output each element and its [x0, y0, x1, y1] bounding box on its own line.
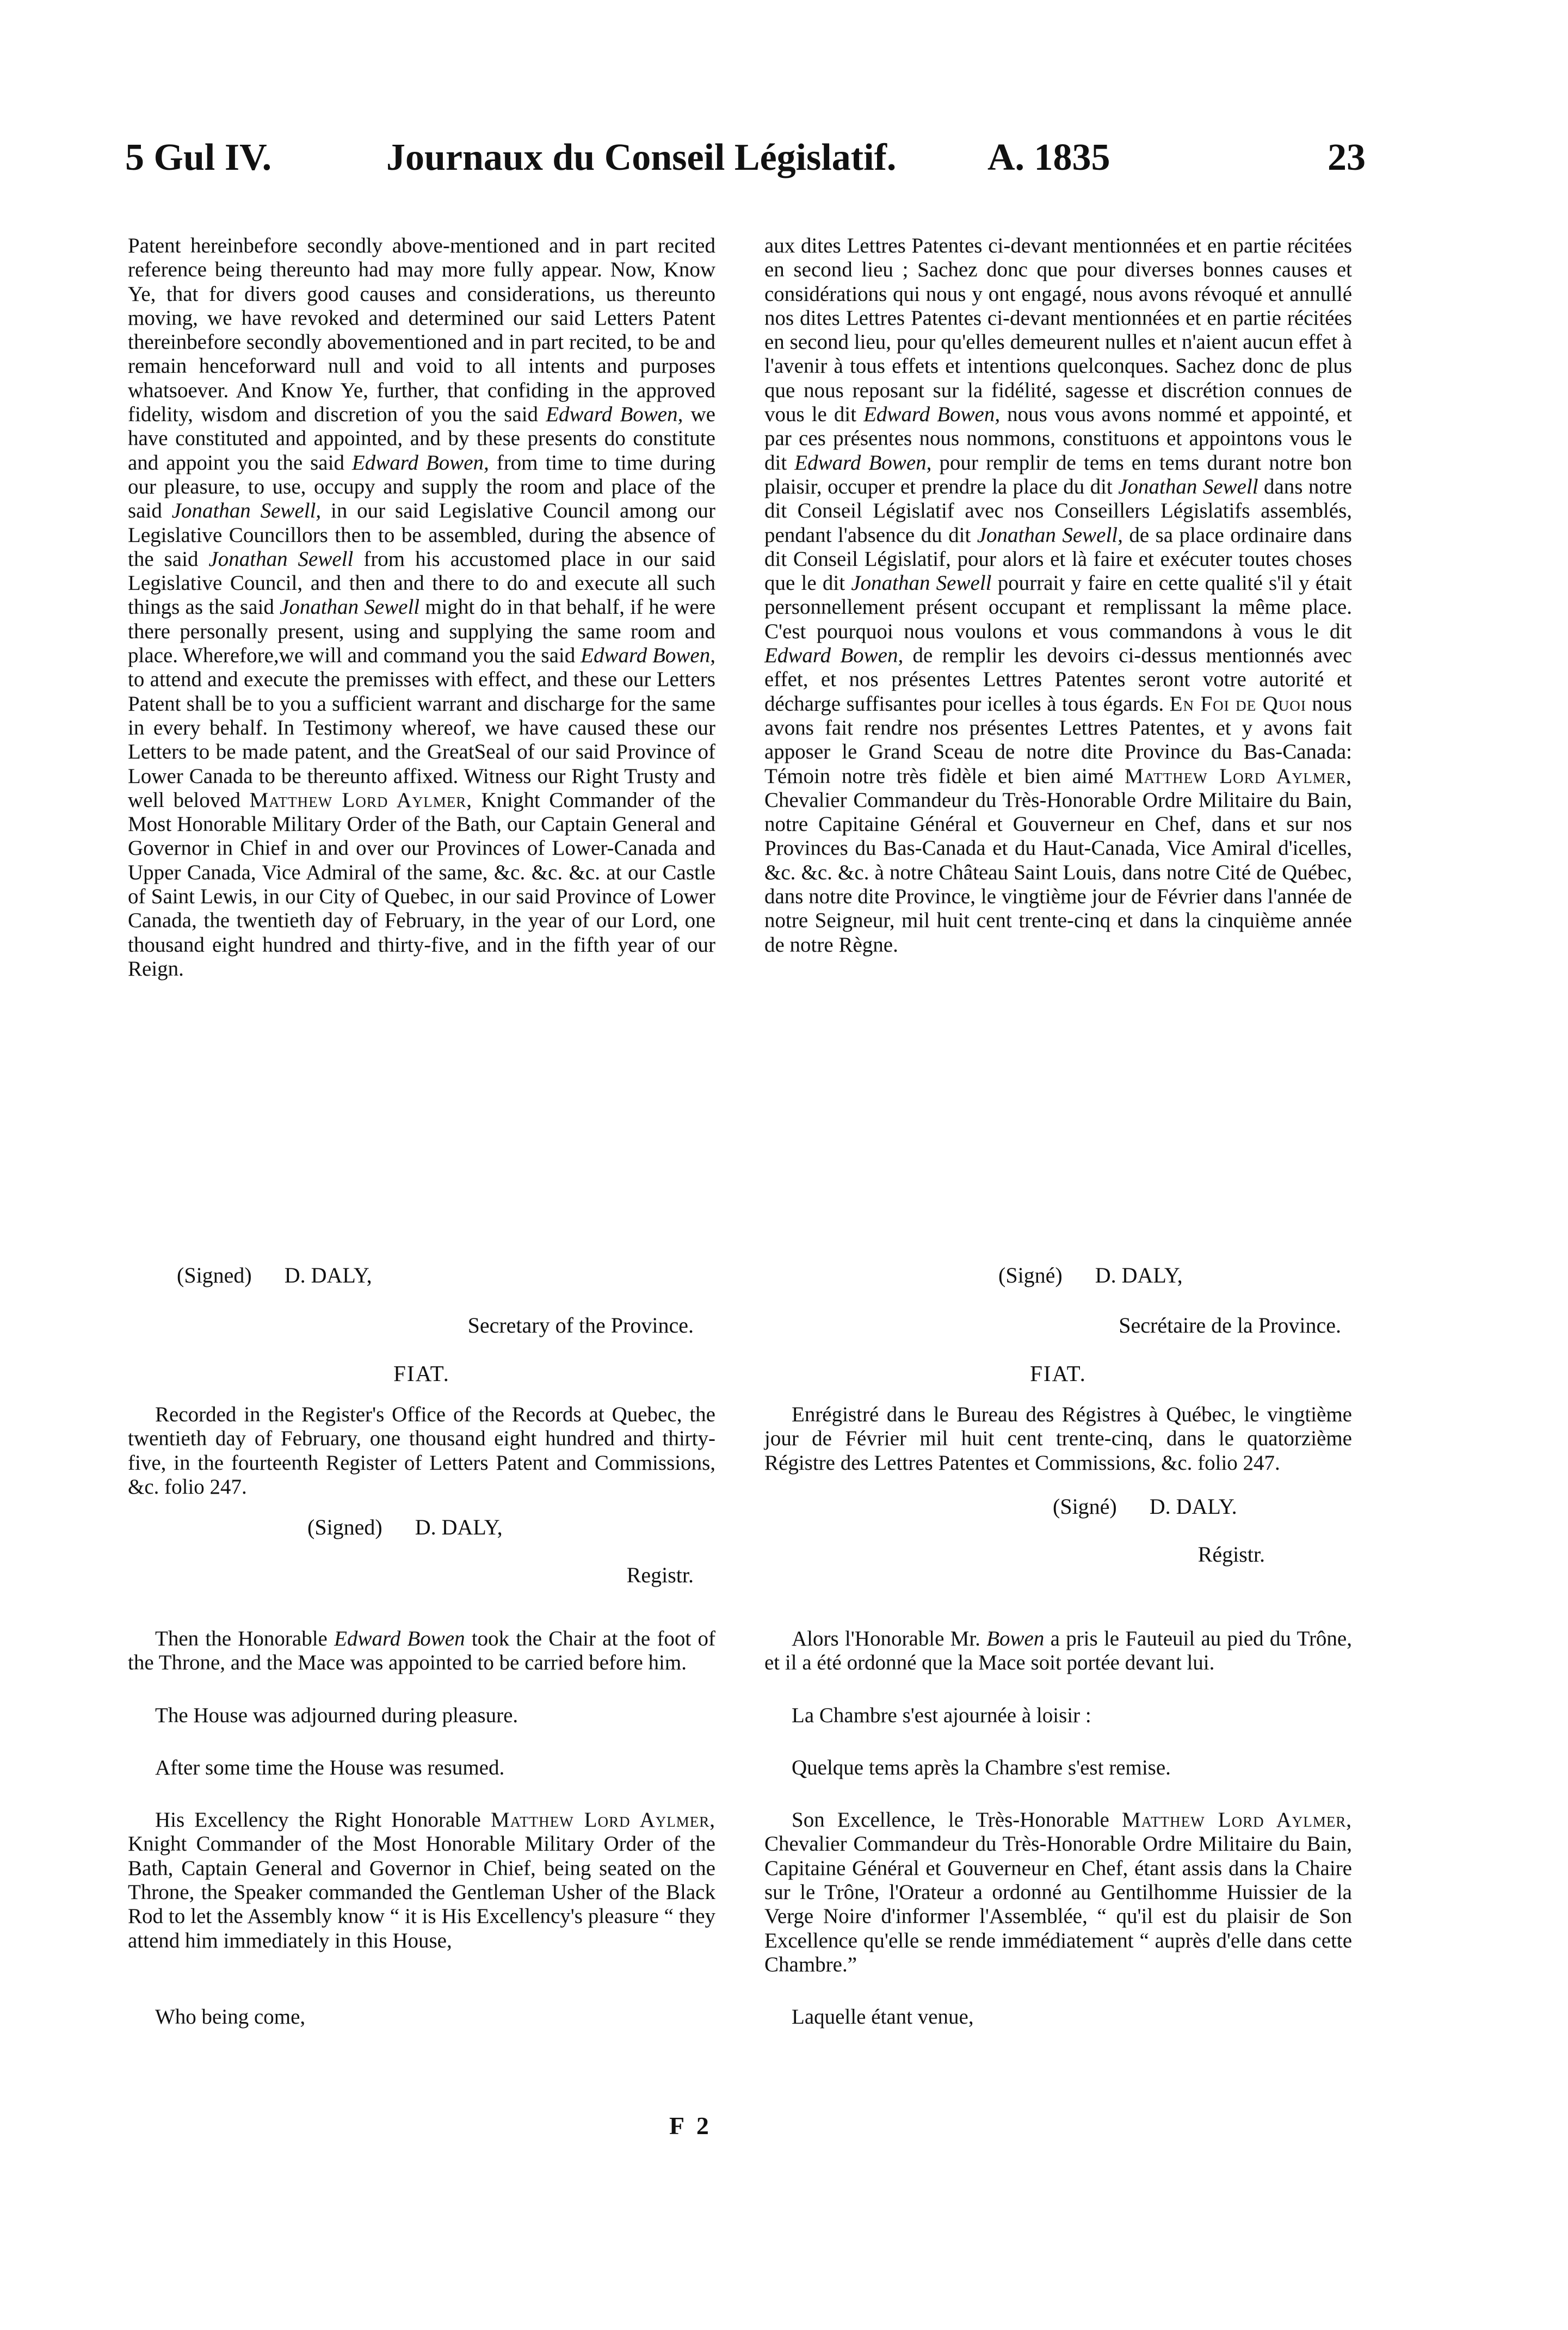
page-header	[0, 136, 1568, 196]
registrar-signe-line: (Signé) D. DALY.	[1053, 1494, 1237, 1519]
year: A. 1835	[987, 137, 1110, 178]
etant-venue-paragraph: Laquelle étant venue,	[792, 2005, 974, 2029]
english-signature-block	[128, 1262, 715, 1588]
regnal-year: 5 Gul IV.	[125, 137, 272, 178]
page-number: 23	[1328, 137, 1366, 178]
fiat-heading-fr: FIAT.	[1030, 1361, 1087, 1386]
fiat-heading: FIAT.	[393, 1361, 450, 1386]
english-column-main	[128, 234, 715, 981]
registration-paragraph: Recorded in the Register's Office of the Records at Quebec, the twentieth day of February, one thousand eight hundred and thirty-five, in the fourteenth Register of Letters Patent and Commissions, &c. folio 247.	[128, 1403, 715, 1499]
ajournee-paragraph: La Chambre s'est ajournée à loisir :	[792, 1703, 1091, 1727]
remise-paragraph: Quelque tems après la Chambre s'est remise.	[792, 1755, 1171, 1779]
fauteuil-paragraph: Alors l'Honorable Mr. Bowen a pris le Fauteuil au pied du Trône, et il a été ordonné que la Mace soit portée devant lui.	[764, 1627, 1352, 1675]
signature-title: Secretary of the Province.	[467, 1313, 694, 1337]
lettres-patentes-paragraph: aux dites Lettres Patentes ci-devant mentionnées et en partie récitées en second lieu ; Sachez donc que pour diverses bonnes causes et considérations qui nous y ont engagé, nous avons révoqué et annullé nos dites Lettres Patentes ci-devant mentionnées et en partie récitées en second lieu, pour qu'elles demeurent nulles et n'aient aucun effet à l'avenir à tous effets et intentions quelconques. Sachez donc de plus que nous reposant sur la fidélité, sagesse et discrétion connues de vous le dit Edward Bowen, nous vous avons nommé et appointé, et par ces présentes nous nommons, constituons et appointons vous le dit Edward Bowen, pour remplir de tems en tems durant notre bon plaisir, occuper et prendre la place du dit Jonathan Sewell dans notre dit Conseil Législatif avec nos Conseillers Législatifs assemblés, pendant l'absence du dit Jonathan Sewell, de sa place ordinaire dans dit Conseil Législatif, pour alors et là faire et exécuter toutes choses que le dit Jonathan Sewell pourrait y faire en cette qualité s'il y était personnellement présent occupant et remplissant la même place. C'est pourquoi nous voulons et vous commandons à vous le dit Edward Bowen, de remplir les devoirs ci-dessus mentionnés avec effet, et nos présentes Lettres Patentes seront votre autorité et décharge suffisantes pour icelles à tous égards. En Foi de Quoi nous avons fait rendre nos présentes Lettres Patentes, et y avons fait apposer le Grand Sceau de notre dite Province du Bas-Canada: Témoin notre très fidèle et bien aimé Matthew Lord Aylmer, Chevalier Commandeur du Très-Honorable Ordre Militaire du Bain, notre Capitaine Général et Gouverneur en Chef, dans et sur nos Provinces du Bas-Canada et du Haut-Canada, Vice Amiral d'icelles, &c. &c. &c. à notre Château Saint Louis, dans notre Cité de Québec, dans notre dite Province, le vingtième jour de Février dans l'année de notre Seigneur, mil huit cent trente-cinq et dans la cinquième année de notre Règne.	[764, 234, 1353, 957]
being-come-paragraph: Who being come,	[155, 2005, 306, 2029]
excellency-paragraph: His Excellency the Right Honorable Matthew Lord Aylmer, Knight Commander of the Most Honorable Military Order of the Bath, Captain General and Governor in Chief, being seated on the Throne, the Speaker commanded the Gentleman Usher of the Black Rod to let the Assembly know “ it is His Excellency's pleasure “ they attend him immediately in this House,	[128, 1808, 715, 1952]
french-signature-block	[764, 1262, 1352, 1568]
chair-paragraph: Then the Honorable Edward Bowen took the Chair at the foot of the Throne, and the Mace was appointed to be carried before him.	[128, 1627, 715, 1675]
letters-patent-paragraph: Patent hereinbefore secondly above-mentioned and in part recited reference being thereunto had may more fully appear. Now, Know Ye, that for divers good causes and considerations, us thereunto moving, we have revoked and determined our said Letters Patent thereinbefore secondly abovementioned and in part recited, to be and remain henceforward null and void to all intents and purposes whatsoever. And Know Ye, further, that confiding in the approved fidelity, wisdom and discretion of you the said Edward Bowen, we have constituted and appointed, and by these presents do constitute and appoint you the said Edward Bowen, from time to time during our pleasure, to use, occupy and supply the room and place of the said Jonathan Sewell, in our said Legislative Council among our Legislative Councillors then to be assembled, during the absence of the said Jonathan Sewell from his accustomed place in our said Legislative Council, and then and there to do and execute all such things as the said Jonathan Sewell might do in that behalf, if he were there personally present, using and supplying the same room and place. Wherefore,we will and command you the said Edward Bowen, to attend and execute the premisses with effect, and these our Letters Patent shall be to you a sufficient warrant and discharge for the same in every behalf. In Testimony whereof, we have caused these our Letters to be made patent, and the GreatSeal of our said Province of Lower Canada to be thereunto affixed. Witness our Right Trusty and well beloved Matthew Lord Aylmer, Knight Commander of the Most Honorable Military Order of the Bath, our Captain General and Governor in Chief in and over our Provinces of Lower-Canada and Upper Canada, Vice Admiral of the same, &c. &c. &c. at our Castle of Saint Lewis, in our City of Quebec, in our said Province of Lower Canada, the twentieth day of February, in the year of our Lord, one thousand eight hundred and thirty-five, and in the fifth year of our Reign.	[128, 234, 716, 981]
excellence-paragraph: Son Excellence, le Très-Honorable Matthew Lord Aylmer, Chevalier Commandeur du Très-Honorable Ordre Militaire du Bain, Capitaine Général et Gouverneur en Chef, étant assis dans la Chaire sur le Trône, l'Orateur a ordonné au Gentilhomme Huissier de la Verge Noire d'informer l'Assemblée, “ qu'il est du plaisir de Son Excellence qu'elle se rende immédiatement “ auprès d'elle dans cette Chambre.”	[764, 1808, 1352, 1976]
english-proceedings	[128, 1627, 715, 2029]
registrar-title: Registr.	[626, 1563, 694, 1588]
enregistre-paragraph: Enrégistré dans le Bureau des Régistres à Québec, le vingtième jour de Février mil huit cent trente-cinq, dans le quatorzième Régistre des Lettres Patentes et Commissions, &c. folio 247.	[764, 1403, 1352, 1475]
adjourned-paragraph: The House was adjourned during pleasure.	[155, 1703, 518, 1727]
registrar-title-fr: Régistr.	[1197, 1542, 1265, 1567]
journal-title: Journaux du Conseil Législatif.	[386, 137, 897, 178]
secretaire-title: Secrétaire de la Province.	[1119, 1313, 1341, 1337]
french-proceedings	[764, 1627, 1352, 2030]
signature-mark: F 2	[669, 2112, 712, 2140]
french-column-main	[764, 234, 1352, 957]
signe-line: (Signé) D. DALY,	[998, 1263, 1183, 1287]
resumed-paragraph: After some time the House was resumed.	[155, 1755, 505, 1779]
signature-line: (Signed) D. DALY,	[177, 1263, 372, 1287]
registrar-signature-line: (Signed) D. DALY,	[307, 1515, 503, 1540]
